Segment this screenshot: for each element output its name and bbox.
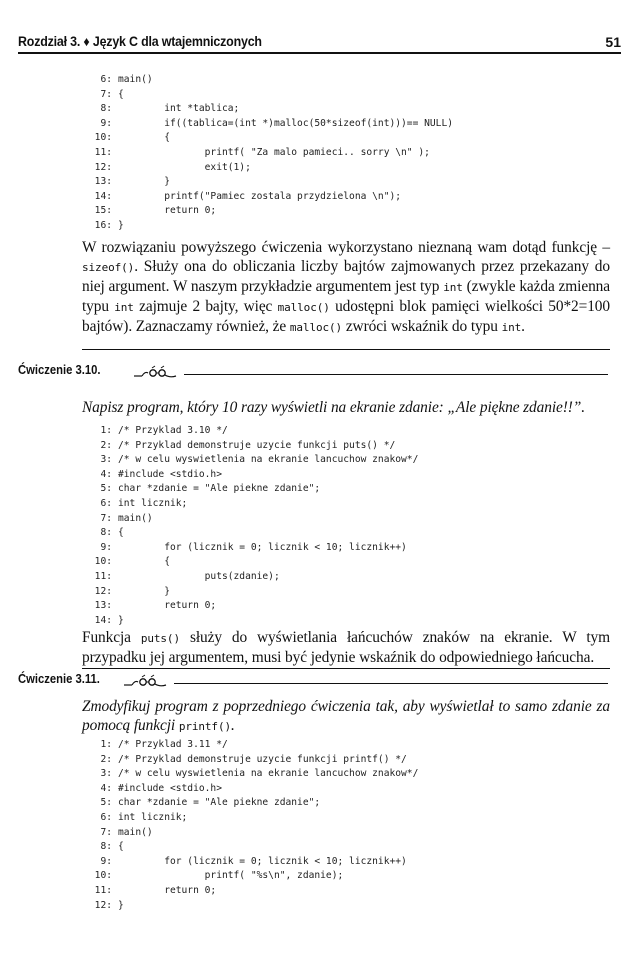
line-number: 2: (100, 439, 112, 451)
glasses-ornament-icon (134, 365, 178, 379)
code-text: } (118, 585, 170, 597)
line-number: 11: (94, 146, 112, 158)
code-line (86, 570, 418, 585)
line-number: 10: (94, 556, 112, 568)
line-number: 12: (94, 161, 112, 173)
code-line (86, 146, 453, 161)
code-line (86, 782, 418, 797)
exercise-3-11-heading (18, 672, 608, 690)
code-text: printf("Pamiec zostala przydzielona \n"); (118, 190, 402, 202)
code-line (86, 855, 418, 870)
code-line (86, 884, 418, 899)
code-line (86, 767, 418, 782)
line-number: 7: (100, 512, 112, 524)
code-line (86, 811, 418, 826)
code-line (86, 869, 418, 884)
line-number: 6: (100, 811, 112, 823)
separator-rule (82, 349, 610, 350)
code-line (86, 482, 418, 497)
exercise-3-11-task: Zmodyfikuj program z poprzedniego ćwiczenia tak, aby wyświetlał to samo zdanie za pomocą funkcji printf(). (82, 698, 610, 734)
line-number: 5: (100, 797, 112, 809)
code-line (86, 555, 418, 570)
line-number: 8: (100, 103, 112, 115)
line-number: 8: (100, 527, 112, 539)
line-number: 7: (100, 826, 112, 838)
code-text: main() (118, 826, 153, 838)
code-text: int *tablica; (118, 103, 240, 115)
line-number: 9: (100, 855, 112, 867)
code-text: int licznik; (118, 497, 188, 509)
line-number: 1: (100, 739, 112, 750)
code-text: } (118, 176, 170, 188)
code-line (86, 512, 418, 527)
line-number: 9: (100, 117, 112, 129)
code-text: puts(zdanie); (118, 570, 280, 582)
code-text: /* Przyklad demonstruje uzycie funkcji puts() */ (118, 439, 396, 451)
code-line (86, 219, 453, 234)
line-number: 12: (94, 899, 112, 911)
code-line (86, 204, 453, 219)
code-text: #include <stdio.h> (118, 468, 222, 480)
exercise-3-10-heading (18, 363, 608, 381)
exercise-3-10-task: Napisz program, który 10 razy wyświetli na ekranie zdanie: „Ale piękne zdanie!!”. (82, 399, 586, 416)
code-text: main() (118, 74, 153, 85)
code-line (86, 526, 418, 541)
code-line (86, 899, 418, 914)
code-text: char *zdanie = "Ale piekne zdanie"; (118, 797, 321, 809)
code-line (86, 541, 418, 556)
code-text: { (118, 527, 124, 539)
code-line (86, 102, 453, 117)
code-text: for (licznik = 0; licznik < 10; licznik++) (118, 541, 407, 553)
code-text: return 0; (118, 205, 217, 217)
header-rule (18, 52, 621, 54)
code-text: exit(1); (118, 161, 251, 173)
code-line (86, 453, 418, 468)
line-number: 10: (94, 870, 112, 882)
line-number: 13: (94, 176, 112, 188)
line-number: 4: (100, 782, 112, 794)
code-line (86, 753, 418, 768)
code-line (86, 840, 418, 855)
paragraph-puts-explanation: Funkcja puts() służy do wyświetlania łańcuchów znaków na ekranie. W tym przypadku jej argumentem, musi być jedynie wskaźnik do odpowiedniego łańcucha. (82, 629, 610, 666)
glasses-ornament-icon (124, 674, 168, 688)
line-number: 5: (100, 483, 112, 495)
code-text: char *zdanie = "Ale piekne zdanie"; (118, 483, 321, 495)
code-line (86, 424, 418, 439)
code-text: { (118, 132, 170, 144)
code-text: { (118, 841, 124, 853)
chapter-title: Rozdział 3. ♦ Język C dla wtajemniczonych (18, 34, 262, 49)
line-number: 16: (94, 219, 112, 231)
code-text: printf( "%s\n", zdanie); (118, 870, 344, 882)
line-number: 13: (94, 600, 112, 612)
code-text: } (118, 614, 124, 626)
code-line (86, 175, 453, 190)
paragraph-sizeof-explanation: W rozwiązaniu powyższego ćwiczenia wykorzystano nieznaną wam dotąd funkcję – sizeof(). Służy ona do obliczania liczby bajtów zajmowanych przez przekazany do niej argument. W naszym przykładzie argumentem jest typ int (zwykle każda zmienna typu int zajmuje 2 bajty, więc malloc() udostępni blok pamięci wielkości 50*2=100 bajtów). Zaznaczamy również, że malloc() zwróci wskaźnik do typu int. (82, 239, 610, 335)
code-line (86, 796, 418, 811)
code-text: printf( "Za malo pamieci.. sorry \n" ); (118, 146, 430, 158)
code-text: for (licznik = 0; licznik < 10; licznik++) (118, 855, 407, 867)
code-line (86, 73, 453, 88)
line-number: 11: (94, 570, 112, 582)
code-text: { (118, 88, 124, 100)
code-line (86, 88, 453, 103)
code-text: main() (118, 512, 153, 524)
code-listing-malloc (86, 73, 453, 234)
code-line (86, 131, 453, 146)
code-text: return 0; (118, 600, 217, 612)
code-line (86, 439, 418, 454)
line-number: 2: (100, 753, 112, 765)
code-listing-printf (86, 738, 418, 913)
code-line (86, 468, 418, 483)
code-line (86, 614, 418, 629)
code-line (86, 826, 418, 841)
code-line (86, 599, 418, 614)
page-number: 51 (605, 34, 621, 50)
line-number: 3: (100, 454, 112, 466)
code-text: /* Przyklad 3.11 */ (118, 739, 228, 750)
code-text: /* Przyklad demonstruje uzycie funkcji printf() */ (118, 753, 407, 765)
line-number: 10: (94, 132, 112, 144)
code-text: int licznik; (118, 811, 188, 823)
code-text: { (118, 556, 170, 568)
code-text: return 0; (118, 884, 217, 896)
heading-rule (174, 683, 608, 684)
code-text: #include <stdio.h> (118, 782, 222, 794)
line-number: 15: (94, 205, 112, 217)
code-text: /* Przyklad 3.10 */ (118, 425, 228, 436)
line-number: 3: (100, 768, 112, 780)
code-line (86, 738, 418, 753)
exercise-label: Ćwiczenie 3.11. (18, 672, 100, 686)
line-number: 6: (100, 497, 112, 509)
line-number: 7: (100, 88, 112, 100)
code-text: /* w celu wyswietlenia na ekranie lancuchow znakow*/ (118, 768, 419, 780)
line-number: 4: (100, 468, 112, 480)
code-line (86, 585, 418, 600)
code-text: } (118, 899, 124, 911)
line-number: 1: (100, 425, 112, 436)
separator-rule (82, 668, 610, 669)
line-number: 8: (100, 841, 112, 853)
running-header (18, 34, 621, 54)
line-number: 14: (94, 190, 112, 202)
line-number: 6: (100, 74, 112, 85)
exercise-label: Ćwiczenie 3.10. (18, 363, 101, 377)
code-text: } (118, 219, 124, 231)
code-listing-puts (86, 424, 418, 628)
line-number: 11: (94, 884, 112, 896)
line-number: 12: (94, 585, 112, 597)
code-line (86, 117, 453, 132)
code-line (86, 190, 453, 205)
line-number: 9: (100, 541, 112, 553)
line-number: 14: (94, 614, 112, 626)
heading-rule (184, 374, 608, 375)
code-line (86, 161, 453, 176)
code-line (86, 497, 418, 512)
code-text: /* w celu wyswietlenia na ekranie lancuchow znakow*/ (118, 454, 419, 466)
code-text: if((tablica=(int *)malloc(50*sizeof(int)))== NULL) (118, 117, 454, 129)
